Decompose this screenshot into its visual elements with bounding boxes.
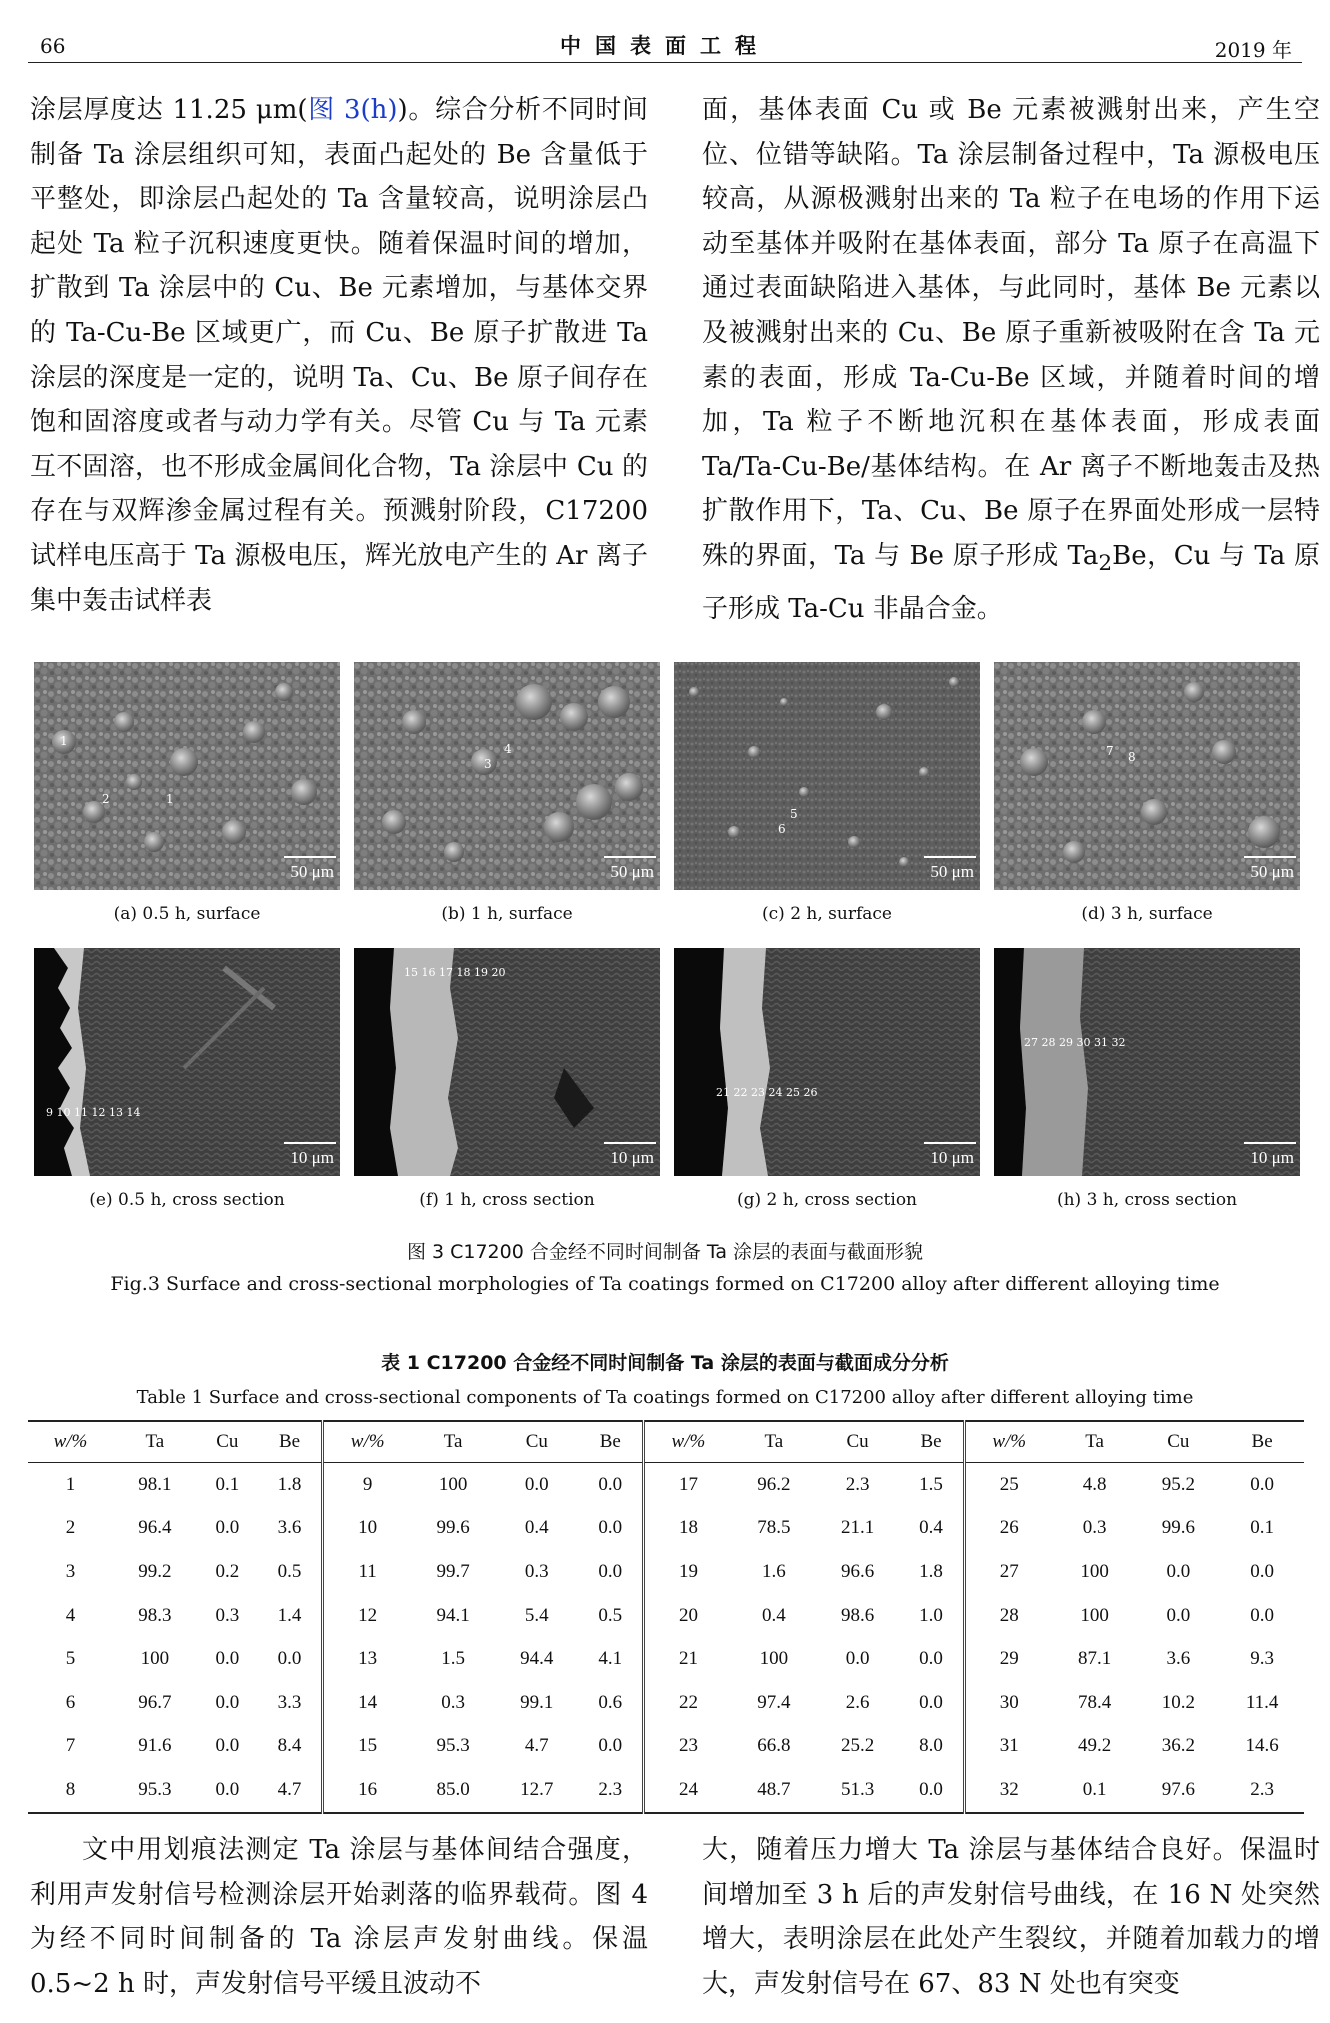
- table-caption-cn: 表 1 C17200 合金经不同时间制备 Ta 涂层的表面与截面成分分析: [381, 1352, 949, 1374]
- table-cell: 0.0: [215, 1735, 240, 1757]
- table-cell: 0.6: [579, 1681, 644, 1725]
- sem-image: [34, 662, 340, 890]
- point-label: 1: [60, 734, 68, 748]
- col-header: Ta: [113, 1421, 197, 1463]
- col-header: Cu: [816, 1421, 900, 1463]
- table-cell: 31: [999, 1735, 1019, 1757]
- table-cell: 100: [438, 1473, 468, 1495]
- table-cell: 94.1: [436, 1604, 470, 1626]
- table-cell: 4.7: [524, 1735, 549, 1757]
- col-header: Cu: [495, 1421, 579, 1463]
- scale-bar: 10 μm: [1250, 1148, 1294, 1167]
- table-cell: 87.1: [1077, 1648, 1112, 1670]
- table-cell: 2.3: [845, 1473, 870, 1495]
- text-run: 涂层厚度达 11.25 μm(: [30, 95, 308, 125]
- scale-bar: 50 μm: [930, 862, 974, 881]
- table-cell: 85.0: [411, 1768, 495, 1813]
- table-cell: 1.8: [899, 1550, 964, 1594]
- table-row: [28, 1768, 1304, 1813]
- text-run: )。综合分析不同时间制备 Ta 涂层组织可知，表面凸起处的 Be 含量低于平整处，即涂层凸起处的 Ta 含量较高，说明涂层凸起处 Ta 粒子沉积速度更快。随着保温时间的增加，扩散到 Ta 涂层中的 Cu、Be 元素增加，与基体交界的 Ta-Cu-Be 区域更广，而 Cu、Be 原子扩散进 Ta 涂层的深度是一定的，说明 Ta、Cu、Be 原子间存在饱和固溶度或者与动力学有关。尽管 Cu 与 Ta 元素互不固溶，也不形成金属间化合物，Ta 涂层中 Cu 的存在与双辉渗金属过程有关。预溅射阶段，C17200 试样电压高于 Ta 源极电压，辉光放电产生的 Ar 离子集中轰击试样表: [30, 95, 648, 616]
- subscript: 2: [1098, 551, 1113, 577]
- panel-d: [994, 662, 1300, 924]
- table-cell: 97.4: [757, 1691, 791, 1713]
- panel-h: [994, 948, 1300, 1210]
- panel-caption: (b) 1 h, surface: [441, 904, 573, 924]
- table-cell: 0.1: [1053, 1768, 1137, 1813]
- table-cell: 0.0: [215, 1648, 240, 1670]
- table-cell: 1: [65, 1473, 76, 1495]
- table-cell: 0.4: [524, 1517, 549, 1539]
- table-cell: 96.2: [757, 1473, 791, 1495]
- table-cell: 100: [759, 1648, 789, 1670]
- sem-image: [354, 662, 660, 890]
- table-cell: 12: [358, 1604, 378, 1626]
- table-cell: 99.2: [138, 1560, 172, 1582]
- table-cell: 1.8: [258, 1463, 323, 1507]
- table-cell: 96.6: [840, 1560, 875, 1582]
- panel-c: [674, 662, 980, 924]
- col-header: w/%: [28, 1421, 113, 1463]
- table-cell: 3.6: [258, 1507, 323, 1551]
- point-label: 9 10 11 12 13 14: [46, 1106, 141, 1119]
- table-cell: 0.0: [524, 1473, 549, 1495]
- table-cell: 78.4: [1077, 1691, 1112, 1713]
- running-header: [28, 26, 1302, 63]
- table-cell: 32: [964, 1768, 1053, 1813]
- scale-bar: 10 μm: [930, 1148, 974, 1167]
- table-cell: 0.5: [258, 1550, 323, 1594]
- table-cell: 3.6: [1166, 1648, 1191, 1670]
- table-row: [28, 1681, 1304, 1725]
- table-cell: 0.3: [215, 1604, 240, 1626]
- table-cell: 0.0: [1166, 1560, 1191, 1582]
- table-cell: 4.7: [258, 1768, 323, 1813]
- table-cell: 66.8: [757, 1735, 791, 1757]
- table-cell: 8: [28, 1768, 113, 1813]
- point-label: 8: [1128, 750, 1136, 764]
- table-cell: 9: [362, 1473, 373, 1495]
- table-cell: 3.3: [258, 1681, 323, 1725]
- panel-b: [354, 662, 660, 924]
- table-cell: 100: [1080, 1560, 1109, 1582]
- col-header: Be: [1220, 1421, 1304, 1463]
- point-label: 3: [484, 757, 492, 771]
- point-label: 4: [504, 742, 512, 756]
- table-row: [28, 1463, 1304, 1507]
- table-cell: 29: [999, 1648, 1019, 1670]
- table-cell: 27: [999, 1560, 1019, 1582]
- scale-bar: 10 μm: [290, 1148, 334, 1167]
- col-header: w/%: [323, 1421, 412, 1463]
- scale-bar: 10 μm: [610, 1148, 654, 1167]
- table-cell: 0.0: [579, 1725, 644, 1769]
- table-cell: 5.4: [524, 1604, 549, 1626]
- table-cell: 28: [999, 1604, 1019, 1626]
- table-cell: 95.3: [436, 1735, 470, 1757]
- paragraph: 文中用划痕法测定 Ta 涂层与基体间结合强度，利用声发射信号检测涂层开始剥落的临界载荷。图 4 为经不同时间制备的 Ta 涂层声发射曲线。保温 0.5~2 h 时，声发射信号平缓且波动不: [30, 1835, 648, 1999]
- col-header: Cu: [197, 1421, 258, 1463]
- table-cell: 100: [1080, 1604, 1109, 1626]
- panel-e: [34, 948, 340, 1210]
- point-label: 6: [778, 822, 786, 836]
- table-cell: 98.6: [840, 1604, 875, 1626]
- panel-g: [674, 948, 980, 1210]
- table-cell: 0.0: [579, 1507, 644, 1551]
- scale-bar: 50 μm: [290, 862, 334, 881]
- panel-caption: (f) 1 h, cross section: [419, 1190, 595, 1210]
- table-cell: 20: [678, 1604, 698, 1626]
- table-cell: 11.4: [1245, 1691, 1279, 1713]
- table-cell: 12.7: [495, 1768, 579, 1813]
- table-cell: 5: [65, 1648, 76, 1670]
- table-cell: 10.2: [1161, 1691, 1195, 1713]
- table-cell: 51.3: [816, 1768, 900, 1813]
- table-cell: 19: [678, 1560, 698, 1582]
- table-row: [28, 1594, 1304, 1638]
- scale-bar: 50 μm: [610, 862, 654, 881]
- col-header: Cu: [1136, 1421, 1220, 1463]
- table-cell: 1.5: [899, 1463, 964, 1507]
- table-cell: 22: [678, 1691, 698, 1713]
- text-run: 面，基体表面 Cu 或 Be 元素被溅射出来，产生空位、位错等缺陷。Ta 涂层制备过程中，Ta 源极电压较高，从源极溅射出来的 Ta 粒子在电场的作用下运动至基体并吸附在基体表面，部分 Ta 原子在高温下通过表面缺陷进入基体，与此同时，基体 Be 元素以及被溅射出来的 Cu、Be 原子重新被吸附在含 Ta 元素的表面，形成 Ta-Cu-Be 区域，并随着时间的增加，Ta 粒子不断地沉积在基体表面，形成表面 Ta/Ta-Cu-Be/基体结构。在 Ar 离子不断地轰击及热扩散作用下，Ta、Cu、Be 原子在界面处形成一层特殊的界面，Ta 与 Be 原子形成 Ta: [702, 95, 1320, 571]
- table-cell: 0.2: [215, 1560, 240, 1582]
- table-cell: 96.7: [138, 1691, 172, 1713]
- table-cell: 7: [65, 1735, 76, 1757]
- col-header: Be: [258, 1421, 323, 1463]
- col-header: Ta: [1053, 1421, 1137, 1463]
- figure-link[interactable]: 图 3(h): [307, 95, 398, 125]
- col-header: Be: [579, 1421, 644, 1463]
- paragraph: 大，随着压力增大 Ta 涂层与基体结合良好。保温时间增加至 3 h 后的声发射信号曲线，在 16 N 处突然增大，表明涂层在此处产生裂纹，并随着加载力的增大，声发射信号在 67、83 N 处也有突变: [702, 1835, 1320, 1999]
- journal-title: 中国表面工程: [560, 34, 770, 58]
- panel-caption: (h) 3 h, cross section: [1056, 1190, 1238, 1210]
- table-cell: 2: [65, 1517, 76, 1539]
- table-cell: 99.1: [520, 1691, 554, 1713]
- table-cell: 49.2: [1077, 1735, 1112, 1757]
- page-number: 66: [40, 34, 66, 58]
- table-cell: 0.4: [761, 1604, 786, 1626]
- panel-a: [34, 662, 340, 924]
- table-cell: 96.4: [138, 1517, 172, 1539]
- table-cell: 0.0: [1250, 1473, 1274, 1495]
- table-cell: 25: [999, 1473, 1019, 1495]
- table-cell: 0.0: [579, 1463, 644, 1507]
- table-cell: 0.3: [524, 1560, 549, 1582]
- table-cell: 0.0: [215, 1517, 240, 1539]
- table-cell: 0.0: [845, 1648, 870, 1670]
- table-cell: 91.6: [138, 1735, 172, 1757]
- table-cell: 0.0: [579, 1550, 644, 1594]
- table-row: [28, 1725, 1304, 1769]
- table-row: [28, 1507, 1304, 1551]
- table-cell: 13: [358, 1648, 378, 1670]
- body-text-right-bottom: [702, 1828, 1320, 2006]
- table-cell: 94.4: [520, 1648, 554, 1670]
- table-row: [28, 1637, 1304, 1681]
- table-cell: 0.0: [258, 1637, 323, 1681]
- col-header: w/%: [964, 1421, 1053, 1463]
- table-cell: 0.0: [899, 1768, 964, 1813]
- table-cell: 26: [999, 1517, 1019, 1539]
- table-cell: 6: [65, 1691, 76, 1713]
- table-row: [28, 1550, 1304, 1594]
- figure-caption-cn: 图 3 C17200 合金经不同时间制备 Ta 涂层的表面与截面形貌: [406, 1241, 924, 1263]
- table-cell: 95.3: [113, 1768, 197, 1813]
- col-header: Ta: [732, 1421, 816, 1463]
- table-cell: 78.5: [757, 1517, 791, 1539]
- table-cell: 1.6: [761, 1560, 786, 1582]
- body-text-left: [30, 88, 648, 623]
- sem-image: [994, 948, 1300, 1176]
- table-cell: 17: [678, 1473, 698, 1495]
- table-cell: 2.3: [579, 1768, 644, 1813]
- panel-caption: (d) 3 h, surface: [1081, 904, 1213, 924]
- point-label: 27 28 29 30 31 32: [1024, 1036, 1126, 1049]
- table-cell: 21.1: [840, 1517, 875, 1539]
- table-cell: 2.3: [1220, 1768, 1304, 1813]
- table-cell: 8.0: [899, 1725, 964, 1769]
- table-cell: 0.0: [197, 1768, 258, 1813]
- table-caption-en: Table 1 Surface and cross-sectional components of Ta coatings formed on C17200 alloy after different alloying time: [136, 1387, 1194, 1408]
- table-cell: 0.0: [1250, 1560, 1274, 1582]
- col-header: Be: [899, 1421, 964, 1463]
- text-run: Be，Cu 与 Ta 原子形成 Ta-Cu 非晶合金。: [702, 540, 1320, 624]
- table-cell: 0.0: [899, 1637, 964, 1681]
- sem-image: [994, 662, 1300, 890]
- table-cell: 16: [323, 1768, 412, 1813]
- table-cell: 1.0: [899, 1594, 964, 1638]
- sem-image: [34, 948, 340, 1176]
- table-cell: 0.1: [1250, 1517, 1274, 1539]
- table-cell: 99.6: [1161, 1517, 1195, 1539]
- table-cell: 0.1: [215, 1473, 240, 1495]
- table-cell: 0.0: [1166, 1604, 1191, 1626]
- point-label: 5: [790, 807, 798, 821]
- table-cell: 4: [65, 1604, 76, 1626]
- scale-bar: 50 μm: [1250, 862, 1294, 881]
- sem-image: [674, 662, 980, 890]
- table-cell: 99.7: [436, 1560, 470, 1582]
- table-cell: 97.6: [1136, 1768, 1220, 1813]
- table-cell: 30: [999, 1691, 1019, 1713]
- panel-caption: (c) 2 h, surface: [762, 904, 892, 924]
- table-cell: 14.6: [1245, 1735, 1279, 1757]
- sem-image: [354, 948, 660, 1176]
- panel-f: [354, 948, 660, 1210]
- body-text-right: [702, 88, 1320, 631]
- table-cell: 95.2: [1161, 1473, 1195, 1495]
- point-label: 7: [1106, 744, 1114, 758]
- point-label: 15 16 17 18 19 20: [404, 966, 506, 979]
- sem-image: [674, 948, 980, 1176]
- table-cell: 4.8: [1082, 1473, 1107, 1495]
- col-header: Ta: [411, 1421, 495, 1463]
- table-cell: 0.3: [1082, 1517, 1107, 1539]
- point-label: 1: [166, 792, 174, 806]
- table-cell: 100: [140, 1648, 170, 1670]
- point-label: 2: [102, 792, 110, 806]
- table-cell: 0.0: [1250, 1604, 1274, 1626]
- composition-table: [28, 1420, 1304, 1814]
- table-cell: 98.3: [138, 1604, 172, 1626]
- figure-caption-en: Fig.3 Surface and cross-sectional morphologies of Ta coatings formed on C17200 alloy after different alloying time: [110, 1273, 1220, 1295]
- point-label: 21 22 23 24 25 26: [716, 1086, 818, 1099]
- table-cell: 2.6: [845, 1691, 870, 1713]
- table-cell: 4.1: [579, 1637, 644, 1681]
- body-text-left-bottom: [30, 1828, 648, 2006]
- table-cell: 1.4: [258, 1594, 323, 1638]
- table-cell: 8.4: [258, 1725, 323, 1769]
- table-cell: 14: [358, 1691, 378, 1713]
- table-cell: 15: [358, 1735, 378, 1757]
- table-cell: 1.5: [441, 1648, 465, 1670]
- table-cell: 36.2: [1161, 1735, 1195, 1757]
- table-cell: 48.7: [732, 1768, 816, 1813]
- table-cell: 0.0: [215, 1691, 240, 1713]
- table-cell: 0.3: [441, 1691, 465, 1713]
- table-cell: 9.3: [1250, 1648, 1274, 1670]
- table-cell: 24: [643, 1768, 732, 1813]
- panel-caption: (e) 0.5 h, cross section: [89, 1190, 285, 1210]
- panel-caption: (a) 0.5 h, surface: [113, 904, 261, 924]
- table-cell: 0.4: [899, 1507, 964, 1551]
- table-cell: 0.5: [579, 1594, 644, 1638]
- panel-caption: (g) 2 h, cross section: [736, 1190, 918, 1210]
- table-cell: 98.1: [138, 1473, 172, 1495]
- table-cell: 10: [358, 1517, 378, 1539]
- table-cell: 3: [65, 1560, 76, 1582]
- table-cell: 11: [358, 1560, 377, 1582]
- table-cell: 0.0: [899, 1681, 964, 1725]
- table-header-row: [28, 1421, 1304, 1463]
- table-cell: 25.2: [840, 1735, 875, 1757]
- year: 2019 年: [1214, 38, 1292, 62]
- table-cell: 23: [678, 1735, 698, 1757]
- table-cell: 99.6: [436, 1517, 470, 1539]
- table-cell: 21: [678, 1648, 698, 1670]
- col-header: w/%: [643, 1421, 732, 1463]
- table-cell: 18: [678, 1517, 698, 1539]
